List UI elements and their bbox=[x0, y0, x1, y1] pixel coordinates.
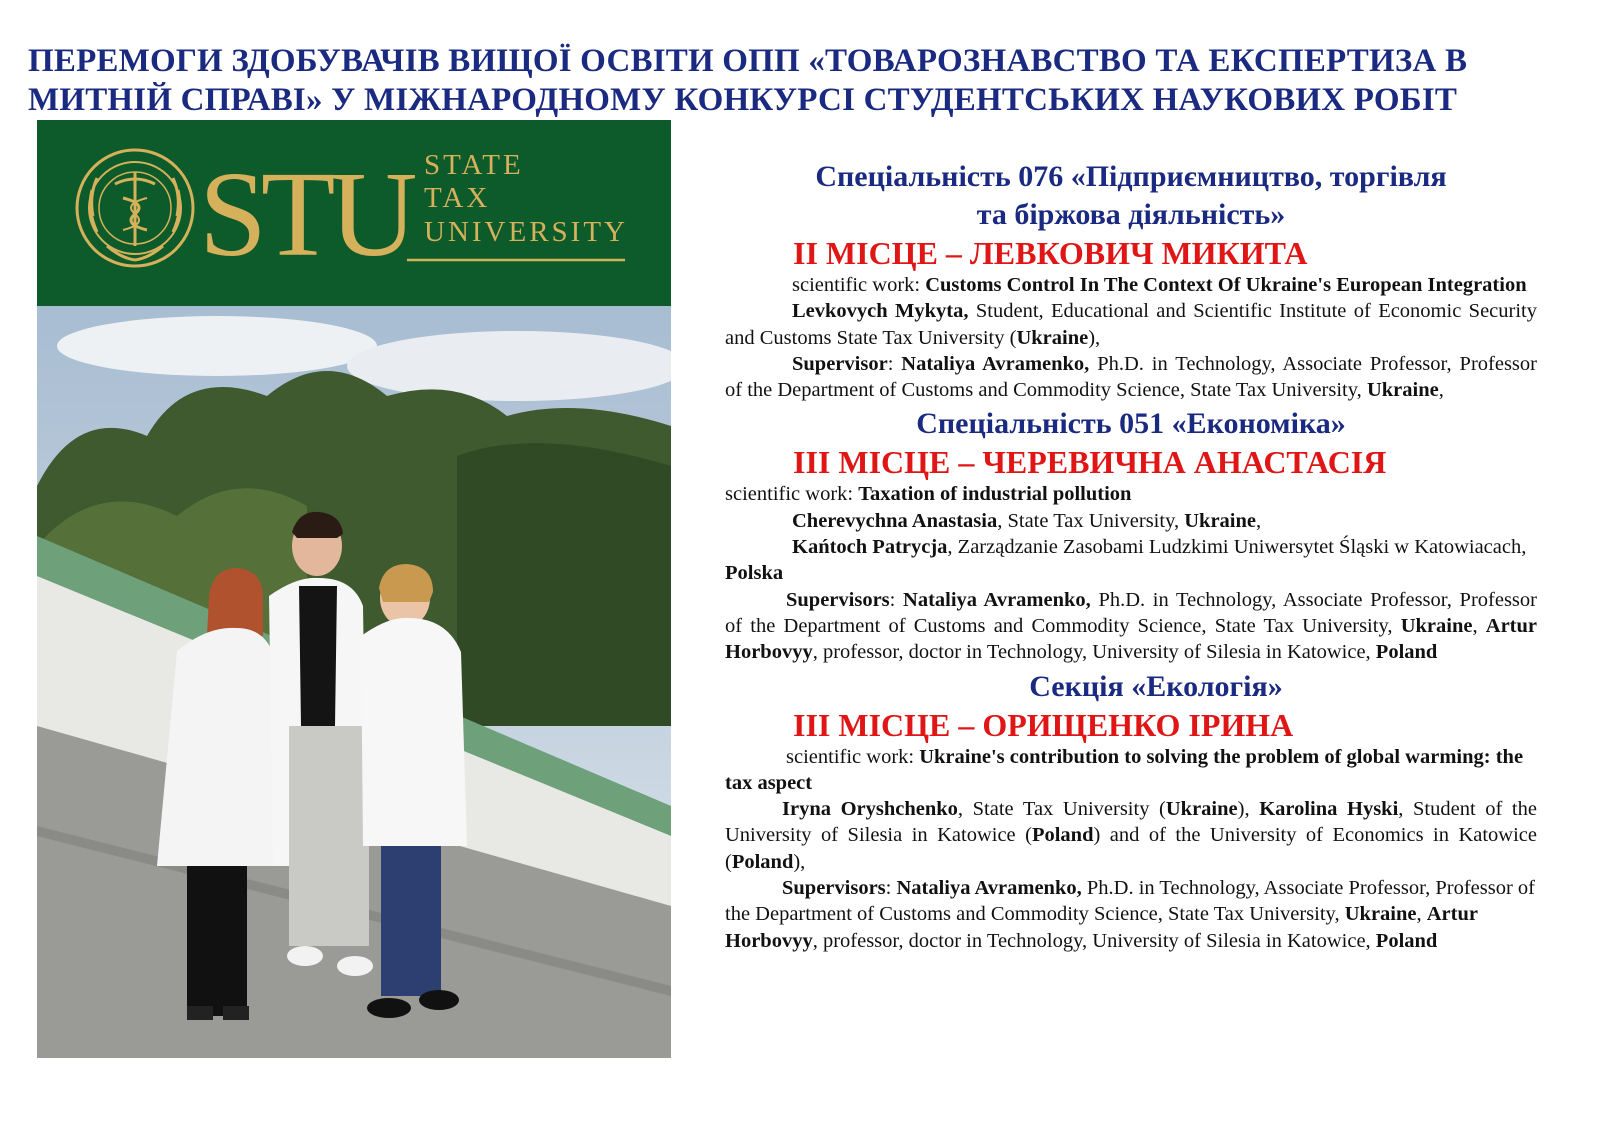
author-end: , bbox=[1256, 509, 1262, 532]
specialty-heading: Спеціальність 051 «Економіка» bbox=[916, 407, 1346, 441]
scientific-work bbox=[725, 744, 1537, 797]
awards-column bbox=[725, 158, 1537, 954]
author-name: Iryna Oryshchenko bbox=[782, 798, 958, 821]
supervisor-2-affiliation: , professor, doctor in Technology, University of Silesia in Katowice, bbox=[812, 641, 1376, 664]
supervisor-affiliation: Ph.D. in Technology, Associate Professor, Professor of the Department of Customs and Commodity Science, State Tax University, bbox=[725, 352, 1537, 402]
author-2-end: ), bbox=[793, 850, 806, 873]
place-heading: ІІ МІСЦЕ – ЛЕВКОВИЧ МИКИТА bbox=[793, 235, 1308, 271]
university-logo bbox=[37, 120, 671, 306]
supervisor-affiliation: Ph.D. in Technology, Associate Professor, Professor of the Department of Customs and Commodity Science, State Tax University, bbox=[725, 588, 1537, 637]
author-affiliation: , Zarządzanie Zasobami Ludzkimi Uniwersytet Śląski w Katowiacach, bbox=[947, 536, 1527, 559]
author-separator: ), bbox=[1237, 798, 1260, 821]
author-country: Ukraine bbox=[1165, 798, 1238, 821]
supervisor-2-country: Poland bbox=[1375, 641, 1438, 664]
supervisor-label: Supervisors bbox=[782, 877, 886, 900]
work-label: scientific work: bbox=[786, 745, 920, 768]
author-country: Ukraine bbox=[1016, 326, 1089, 349]
section-051 bbox=[725, 405, 1537, 665]
author-name: Levkovych Mykyta, bbox=[792, 300, 969, 323]
title-line-2: МИТНІЙ СПРАВІ» У МІЖНАРОДНОМУ КОНКУРСІ СТУДЕНТСЬКИХ НАУКОВИХ РОБІТ bbox=[28, 82, 1458, 118]
author-info bbox=[725, 796, 1537, 875]
supervisor-info: Supervisors: Nataliya Avramenko, Ph.D. in Technology, Associate Professor, Professor of the Department of Customs and Commodity Science, State Tax University, Ukraine, Artur Horbovyy, professor, doctor in Technology, University of Silesia in Katowice, Poland bbox=[725, 588, 1537, 664]
author-2-name: Karolina Hyski bbox=[1259, 798, 1399, 821]
supervisor-country: Ukraine bbox=[1344, 903, 1417, 926]
place-heading: ІІІ МІСЦЕ – ЧЕРЕВИЧНА АНАСТАСІЯ bbox=[793, 444, 1387, 481]
university-logo-banner bbox=[37, 120, 671, 306]
supervisor-country: Ukraine bbox=[1400, 614, 1473, 637]
place-heading: ІІІ МІСЦЕ – ОРИЩЕНКО ІРИНА bbox=[793, 706, 1294, 743]
supervisor-2-country: Poland bbox=[1375, 929, 1438, 952]
specialty-heading-line-2: та біржова діяльність» bbox=[976, 198, 1286, 231]
supervisor-label: Supervisors bbox=[786, 588, 890, 611]
author-affiliation: Student, Educational and Scientific Institute of Economic Security and Customs State Tax University ( bbox=[725, 300, 1537, 349]
author-name: Cherevychna Anastasia bbox=[792, 509, 998, 532]
page-title bbox=[28, 42, 1588, 120]
supervisor-info: Supervisors: Nataliya Avramenko, Ph.D. in Technology, Associate Professor, Professor of the Department of Customs and Commodity Science, State Tax University, Ukraine, Artur Horbovyy, professor, doctor in Technology, University of Silesia in Katowice, Poland bbox=[725, 877, 1536, 952]
work-label: scientific work: bbox=[792, 274, 926, 296]
section-ecology bbox=[725, 668, 1537, 954]
supervisor-info: Supervisor: Nataliya Avramenko, Ph.D. in Technology, Associate Professor, Professor of the Department of Customs and Commodity Science, State Tax University, Ukraine, bbox=[725, 352, 1537, 402]
university-seal-icon bbox=[77, 150, 193, 266]
supervisor-name: Nataliya Avramenko, bbox=[901, 352, 1090, 375]
supervisor-2-affiliation: , professor, doctor in Technology, University of Silesia in Katowice, bbox=[812, 929, 1376, 952]
supervisor-name: Nataliya Avramenko, bbox=[896, 877, 1082, 900]
logo-line-1: STATE bbox=[424, 149, 524, 181]
supervisor-2-name: Artur Horbovyy bbox=[725, 614, 1537, 664]
logo-line-2: TAX bbox=[424, 182, 491, 214]
supervisor-name: Nataliya Avramenko, bbox=[903, 588, 1091, 611]
author-country: Polska bbox=[725, 562, 784, 585]
author-2-affiliation: , Student of the University of Silesia in Katowice ( bbox=[725, 798, 1537, 847]
specialty-heading bbox=[725, 158, 1537, 234]
work-title: Ukraine's contribution to solving the problem of global warming: the tax aspect bbox=[725, 745, 1524, 794]
supervisor-2-name: Artur Horbovyy bbox=[725, 903, 1478, 952]
scientific-work bbox=[725, 272, 1537, 298]
supervisor-end: , bbox=[1438, 379, 1444, 402]
logo-abbr: STU bbox=[199, 147, 412, 282]
supervisor-country: Ukraine bbox=[1366, 379, 1439, 402]
title-line-1: ПЕРЕМОГИ ЗДОБУВАЧІВ ВИЩОЇ ОСВІТИ ОПП «ТОВАРОЗНАВСТВО ТА ЕКСПЕРТИЗА В bbox=[28, 43, 1468, 79]
author-2-country: Poland bbox=[1031, 824, 1094, 847]
author-info-1 bbox=[725, 508, 1537, 534]
students-photo-image bbox=[37, 306, 671, 1058]
students-photo bbox=[37, 306, 671, 1058]
author-info bbox=[725, 298, 1537, 351]
poster bbox=[37, 120, 671, 1058]
work-label: scientific work: bbox=[725, 483, 859, 506]
author-end: ), bbox=[1088, 326, 1101, 349]
author-2-affiliation-2: ) and of the University of Economics in Katowice ( bbox=[725, 824, 1537, 873]
logo-line-3: UNIVERSITY bbox=[424, 216, 628, 248]
supervisor-affiliation: Ph.D. in Technology, Associate Professor, Professor of the Department of Customs and Commodity Science, State Tax University, bbox=[725, 877, 1536, 926]
work-title: Customs Control In The Context Of Ukraine's European Integration bbox=[925, 274, 1527, 296]
author-2-country-2: Poland bbox=[731, 850, 794, 873]
section-076 bbox=[725, 158, 1537, 403]
author-country: Ukraine bbox=[1184, 509, 1256, 532]
author-name: Kańtoch Patrycja bbox=[792, 536, 948, 559]
author-affiliation: , State Tax University, bbox=[997, 509, 1185, 532]
section-heading: Секція «Екологія» bbox=[1029, 669, 1283, 703]
work-title: Taxation of industrial pollution bbox=[858, 483, 1132, 506]
author-affiliation: , State Tax University ( bbox=[957, 798, 1166, 821]
specialty-heading-line-1: Спеціальність 076 «Підприємництво, торгівля bbox=[815, 160, 1447, 193]
author-info-2 bbox=[725, 534, 1537, 587]
supervisor-label: Supervisor bbox=[792, 352, 888, 375]
scientific-work bbox=[725, 481, 1537, 507]
